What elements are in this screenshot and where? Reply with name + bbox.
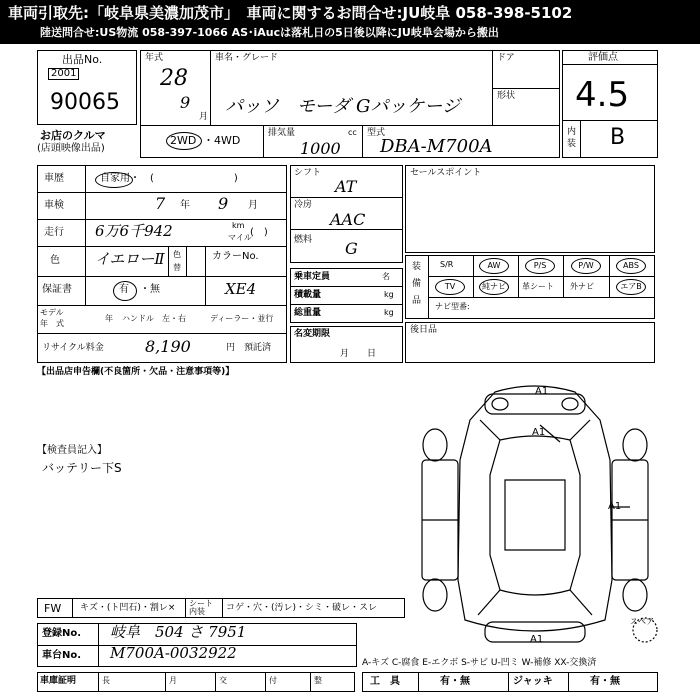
diagram-spare-label: スペア: [630, 617, 654, 626]
model-year-label1: モデル: [40, 308, 64, 317]
recycle-unit: 円 預託済: [226, 343, 272, 353]
door-label: ドア: [497, 53, 515, 63]
equipment-label3: 品: [412, 296, 422, 306]
seat-items: コゲ・穴・(汚レ)・シミ・破レ・スレ: [226, 603, 378, 613]
interior-label: 内装: [567, 127, 577, 149]
vehicle-name: パッソ モーダ Gパッケージ: [225, 96, 461, 117]
color-label: 色: [50, 255, 60, 266]
capacity-unit: 名: [382, 272, 390, 281]
interior-grade: B: [610, 125, 626, 150]
tool-label: 工 具: [370, 676, 400, 687]
store-sub: (店頭映像出品): [37, 143, 105, 154]
equip-sr: S/R: [440, 260, 454, 269]
history-value: 自家用・: [100, 173, 140, 184]
month-unit: 月: [199, 112, 209, 122]
garage-cert-label: 車庫証明: [40, 676, 77, 686]
shift-value: AT: [335, 177, 357, 196]
grade-score: 4.5: [575, 75, 630, 115]
recycle-label: リサイクル料金: [42, 343, 104, 353]
equipment-label1: 装: [412, 262, 422, 272]
lot-number: 90065: [50, 90, 120, 115]
capacity-label: 乗車定員: [294, 272, 331, 282]
warranty-label: 保証書: [42, 284, 72, 295]
weight-label: 総重量: [294, 308, 322, 318]
diagram-rear-a1: A1: [530, 634, 544, 645]
fw-label: FW: [44, 602, 62, 615]
sales-point-box: [405, 165, 655, 253]
header-line2: 陸送問合せ:US物流 058-397-1066 AS･iAucは落札日の5日後以降にJU岐阜会場から搬出: [40, 26, 499, 39]
declaration-label: 【出品店申告欄(不良箇所・欠品・注意事項等)】: [37, 367, 235, 377]
sales-point-label: セールスポイント: [410, 168, 482, 178]
equip-tv: TV: [435, 279, 465, 295]
mile-unit: マイル: [228, 233, 252, 242]
displacement-value: 1000: [300, 139, 341, 158]
registration-value: 岐阜 504 さ 7951: [110, 623, 247, 641]
dealer-label: ディーラー・並行: [210, 314, 274, 323]
inspector-note: バッテリー下S: [42, 461, 122, 475]
displacement-label: 排気量: [268, 128, 296, 138]
mileage-value: 6万6千942: [95, 222, 173, 240]
warranty-yes: 有: [119, 284, 129, 295]
handle-label: ハンドル 左・右: [122, 314, 186, 323]
jack-value: 有・無: [590, 676, 620, 687]
equipment-label2: 備: [412, 279, 422, 289]
registration-label: 登録No.: [42, 628, 82, 639]
chassis-label: 車台No.: [42, 650, 82, 661]
store-label: お店のクルマ: [40, 129, 106, 142]
navi-model-label: ナビ型番:: [435, 302, 470, 311]
name-change-unit: 月 日: [340, 349, 377, 359]
fuel-value: G: [345, 239, 358, 258]
shape-label: 形状: [497, 91, 516, 101]
name-change-label: 名変期限: [294, 329, 331, 339]
recycle-value: 8,190: [145, 337, 191, 356]
inspection-month: 9: [218, 194, 229, 213]
cert-col5: 整: [314, 676, 322, 685]
inspection-year-unit: 年: [180, 200, 190, 211]
cert-col4: 付: [269, 676, 277, 685]
mileage-label: 走行: [44, 227, 64, 238]
name-label: 車名・グレード: [215, 53, 279, 63]
fuel-label: 燃料: [294, 235, 313, 245]
header-line1: 車両引取先:「岐阜県美濃加茂市」 車両に関するお問合せ:JU岐阜 058-398-5102: [8, 4, 573, 22]
diagram-front-a1: A1: [535, 386, 549, 397]
inspector-label: 【検査員記入】: [37, 445, 107, 456]
shift-label: シフト: [294, 168, 322, 178]
lot-label: 出品No.: [62, 53, 103, 66]
cert-col1: 長: [102, 676, 110, 685]
equip-ext-navi: 外ナビ: [570, 282, 594, 291]
garage-cert-row: [37, 672, 355, 692]
year-value: 28: [160, 66, 188, 91]
warranty-no: ・無: [140, 284, 160, 295]
color-value: イエローⅡ: [95, 250, 165, 268]
diagram-right-a1: A1: [608, 501, 622, 512]
year-label: 年式: [145, 53, 164, 63]
equip-pw: P/W: [571, 258, 601, 274]
color-no-label: カラーNo.: [212, 251, 259, 262]
color-sub1: 色: [173, 250, 181, 259]
cert-col2: 月: [169, 676, 177, 685]
chassis-value: M700A-0032922: [110, 644, 237, 662]
lot-sub: 2001: [48, 68, 79, 80]
history-label: 車歴: [44, 173, 64, 184]
equip-airbag: エアB: [616, 279, 646, 295]
color-sub2: 替: [173, 263, 181, 272]
model-value: DBA-M700A: [380, 136, 493, 157]
diagram-hood-a1: A1: [532, 427, 546, 438]
load-label: 積載量: [294, 290, 322, 300]
jack-label: ジャッキ: [513, 676, 553, 687]
grade-label: 評価点: [588, 52, 618, 63]
fw-items: キズ・(ト凹石)・割レ×: [80, 603, 176, 613]
cc-unit: cc: [348, 128, 357, 137]
equip-ps: P/S: [525, 258, 555, 274]
load-unit: kg: [384, 290, 394, 299]
equip-abs: ABS: [616, 258, 646, 274]
model-year-unit: 年: [105, 314, 113, 323]
ac-value: AAC: [330, 210, 366, 229]
history-paren: ( ): [150, 173, 238, 184]
weight-unit: kg: [384, 308, 394, 317]
car-damage-diagram: [400, 380, 670, 655]
ac-label: 冷房: [294, 200, 313, 210]
month-value: 9: [180, 93, 191, 112]
color-no-value: XE4: [225, 280, 257, 298]
drive-2wd: 2WD: [170, 134, 197, 147]
model-label: 型式: [367, 128, 386, 138]
damage-legend: A-キズ C-腐食 E-エクボ S-サビ U-凹ミ W-補修 XX-交換済: [362, 658, 597, 668]
equip-aw: AW: [479, 258, 509, 274]
inspection-month-unit: 月: [248, 200, 258, 211]
equip-navi: 純ナビ: [479, 279, 509, 295]
mileage-paren: ( ): [250, 227, 268, 238]
cert-col3: 交: [219, 676, 227, 685]
tool-value: 有・無: [440, 676, 470, 687]
header-bar: [0, 0, 700, 44]
drive-4wd: ・4WD: [203, 134, 241, 147]
equip-leather: 革シート: [522, 282, 554, 291]
inspection-year: 7: [155, 194, 166, 213]
after-items-box: [405, 322, 655, 363]
km-unit: km: [232, 221, 245, 230]
after-items-label: 後日品: [410, 325, 438, 335]
seat-label: シート内装: [189, 599, 213, 616]
inspection-label: 車検: [44, 200, 64, 211]
model-year-label2: 年 式: [40, 319, 64, 328]
